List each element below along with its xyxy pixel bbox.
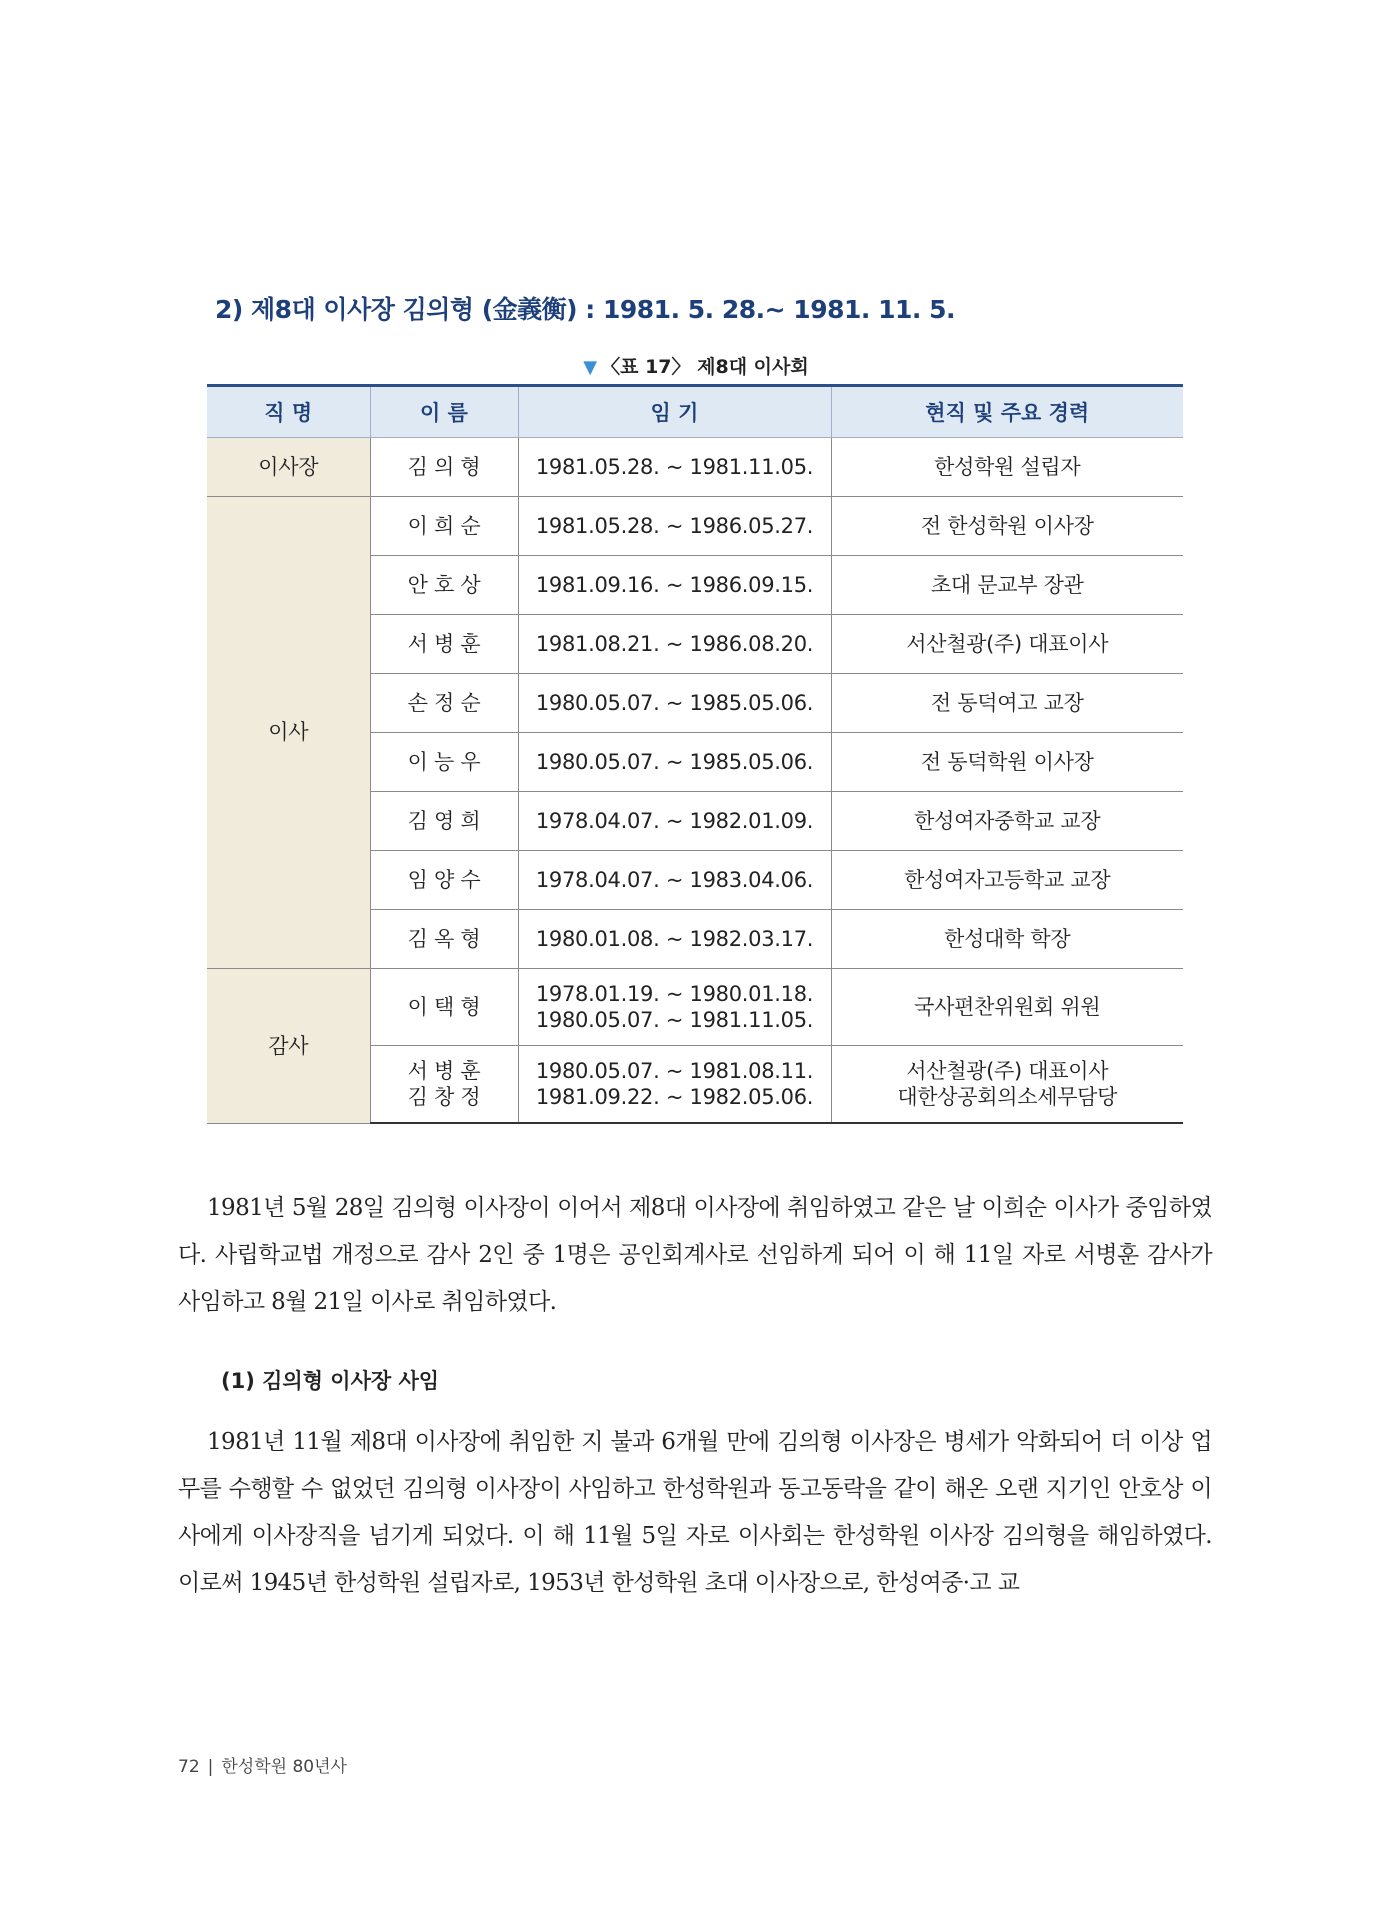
header-career: 현직 및 주요 경력 (831, 386, 1183, 438)
career-cell: 전 한성학원 이사장 (831, 497, 1183, 556)
term-cell: 1981.05.28. ~ 1981.11.05. (518, 438, 831, 497)
term-cell: 1978.04.07. ~ 1983.04.06. (518, 851, 831, 910)
book-title: 한성학원 80년사 (221, 1757, 347, 1777)
name-line: 김 창 정 (407, 1085, 481, 1109)
name-line: 서 병 훈 (407, 1058, 481, 1083)
table-header-row (207, 386, 1183, 438)
career-cell: 한성학원 설립자 (831, 438, 1183, 497)
term-cell (518, 969, 831, 1046)
term-cell: 1980.05.07. ~ 1985.05.06. (518, 733, 831, 792)
page-footer (178, 1752, 347, 1777)
board-members-table (207, 384, 1183, 1124)
section-title: 2) 제8대 이사장 김의형 (金義衡) : 1981. 5. 28.~ 1981. 11. 5. (215, 295, 955, 324)
header-name: 이 름 (370, 386, 518, 438)
table-row (207, 969, 1183, 1046)
table-row (207, 497, 1183, 556)
triangle-down-icon: ▼ (583, 357, 598, 378)
career-cell: 한성대학 학장 (831, 910, 1183, 969)
career-cell: 한성여자고등학교 교장 (831, 851, 1183, 910)
body-paragraph-2: 1981년 11월 제8대 이사장에 취임한 지 불과 6개월 만에 김의형 이사장은 병세가 악화되어 더 이상 업무를 수행할 수 없었던 김의형 이사장이 사임하고 한성학원과 동고동락을 같이 해온 오랜 지기인 안호상 이사에게 이사장직을 넘기게 되었다. 이 해 11월 5일 자로 이사회는 한성학원 이사장 김의형을 해임하였다. 이로써 1945년 한성학원 설립자로, 1953년 한성학원 초대 이사장으로, 한성여중·고 교 (178, 1429, 1212, 1596)
term-line: 1980.05.07. ~ 1981.11.05. (535, 1008, 814, 1032)
name-cell: 김 옥 형 (370, 910, 518, 969)
footer-separator: | (207, 1757, 214, 1777)
subheading-resignation: (1) 김의형 이사장 사임 (221, 1369, 440, 1393)
term-cell: 1980.05.07. ~ 1985.05.06. (518, 674, 831, 733)
name-cell: 안 호 상 (370, 556, 518, 615)
name-cell: 이 택 형 (370, 969, 518, 1046)
name-cell: 이 능 우 (370, 733, 518, 792)
term-cell (518, 1046, 831, 1124)
name-cell: 임 양 수 (370, 851, 518, 910)
term-cell: 1981.05.28. ~ 1986.05.27. (518, 497, 831, 556)
term-line: 1980.05.07. ~ 1981.08.11. (535, 1058, 814, 1083)
career-cell: 국사편찬위원회 위원 (831, 969, 1183, 1046)
career-cell (831, 1046, 1183, 1124)
name-cell: 서 병 훈 (370, 615, 518, 674)
name-cell: 김 영 희 (370, 792, 518, 851)
career-line: 서산철광(주) 대표이사 (906, 1058, 1109, 1083)
name-cell: 김 의 형 (370, 438, 518, 497)
career-cell: 한성여자중학교 교장 (831, 792, 1183, 851)
header-term: 임 기 (518, 386, 831, 438)
body-paragraph-1: 1981년 5월 28일 김의형 이사장이 이어서 제8대 이사장에 취임하였고 같은 날 이희순 이사가 중임하였다. 사립학교법 개정으로 감사 2인 중 1명은 공인회계사로 선임하게 되어 이 해 11일 자로 서병훈 감사가 사임하고 8월 21일 이사로 취임하였다. (178, 1195, 1212, 1315)
role-cell-director: 이사 (207, 497, 370, 969)
table-caption-text: 〈표 17〉 제8대 이사회 (601, 356, 809, 378)
career-cell: 전 동덕학원 이사장 (831, 733, 1183, 792)
term-cell: 1981.09.16. ~ 1986.09.15. (518, 556, 831, 615)
term-line: 1981.09.22. ~ 1982.05.06. (535, 1085, 814, 1109)
career-cell: 서산철광(주) 대표이사 (831, 615, 1183, 674)
career-cell: 초대 문교부 장관 (831, 556, 1183, 615)
table-row (207, 438, 1183, 497)
name-cell (370, 1046, 518, 1124)
career-line: 대한상공회의소세무담당 (897, 1085, 1118, 1109)
table-caption (0, 352, 1392, 379)
term-cell: 1978.04.07. ~ 1982.01.09. (518, 792, 831, 851)
page-number: 72 (178, 1757, 200, 1777)
header-position: 직 명 (207, 386, 370, 438)
name-cell: 손 정 순 (370, 674, 518, 733)
role-cell-auditor: 감사 (207, 969, 370, 1124)
career-cell: 전 동덕여고 교장 (831, 674, 1183, 733)
term-cell: 1981.08.21. ~ 1986.08.20. (518, 615, 831, 674)
term-line: 1978.01.19. ~ 1980.01.18. (535, 981, 814, 1006)
term-cell: 1980.01.08. ~ 1982.03.17. (518, 910, 831, 969)
role-cell-chairman: 이사장 (207, 438, 370, 497)
name-cell: 이 희 순 (370, 497, 518, 556)
